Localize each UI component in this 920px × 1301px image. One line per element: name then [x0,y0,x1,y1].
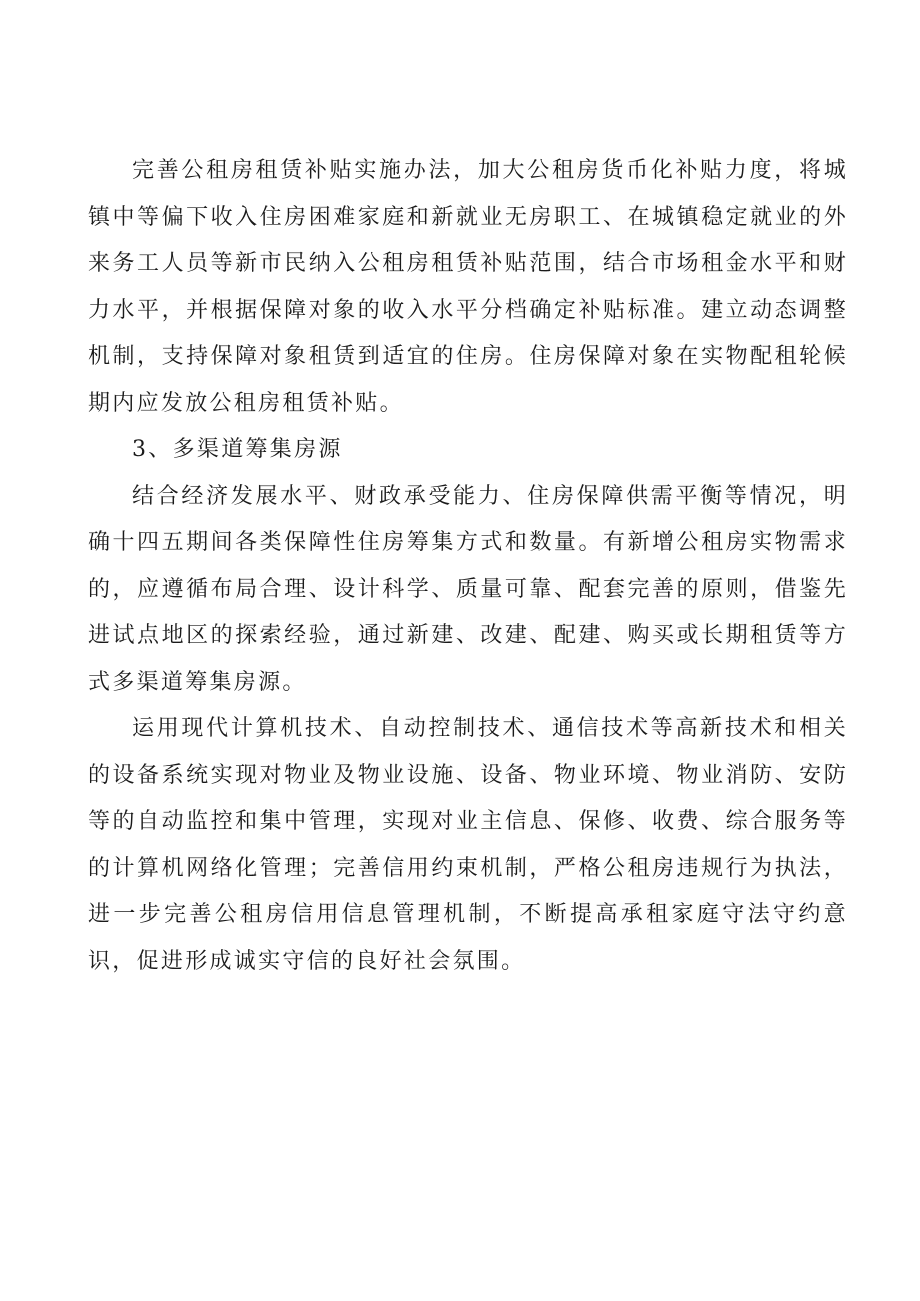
paragraph-property-management: 运用现代计算机技术、自动控制技术、通信技术等高新技术和相关的设备系统实现对物业及物业设施、设备、物业环境、物业消防、安防等的自动监控和集中管理，实现对业主信息、保修、收费、综合服务等的计算机网络化管理；完善信用约束机制，严格公租房违规行为执法，进一步完善公租房信用信息管理机制，不断提高承租家庭守法守约意识，促进形成诚实守信的良好社会氛围。 [88,716,848,974]
paragraph-rent-subsidy: 完善公租房租赁补贴实施办法，加大公租房货币化补贴力度，将城镇中等偏下收入住房困难家庭和新就业无房职工、在城镇稳定就业的外来务工人员等新市民纳入公租房租赁补贴范围，结合市场租金水平和财力水平，并根据保障对象的收入水平分档确定补贴标准。建立动态调整机制，支持保障对象租赁到适宜的住房。住房保障对象在实物配租轮候期内应发放公租房租赁补贴。 [88,158,848,416]
paragraph-housing-sources: 结合经济发展水平、财政承受能力、住房保障供需平衡等情况，明确十四五期间各类保障性住房筹集方式和数量。有新增公租房实物需求的，应遵循布局合理、设计科学、质量可靠、配套完善的原则，借鉴先进试点地区的探索经验，通过新建、改建、配建、购买或长期租赁等方式多渠道筹集房源。 [88,483,848,695]
document-body [88,148,848,985]
section-heading-housing-sources: 3、多渠道筹集房源 [132,437,343,462]
